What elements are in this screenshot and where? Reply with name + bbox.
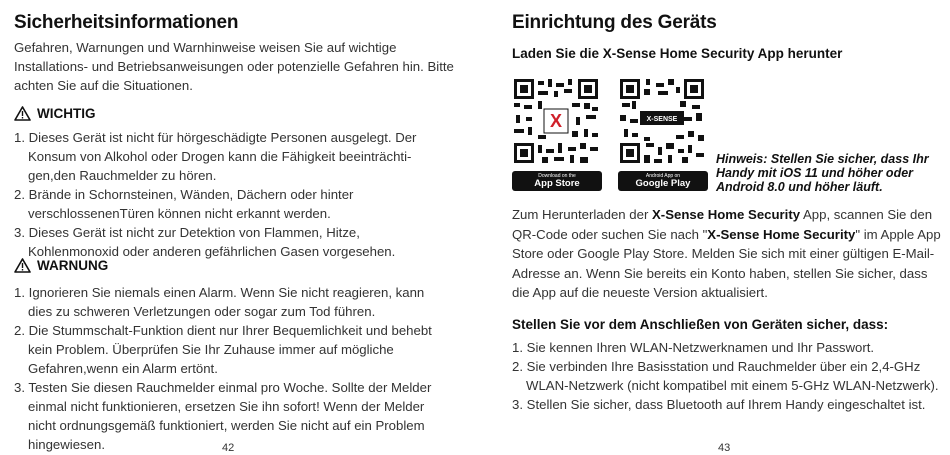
warning-triangle-icon [14,106,31,121]
download-paragraph: Zum Herunterladen der X-Sense Home Security App, scannen Sie den QR-Code oder suchen Sie nach "X-Sense Home Security" im Apple App Store oder Google Play Store. Melden Sie sich mit einer gültigen E-Mail-Adresse an. Wenn Sie bereits ein Konto haben, stellen Sie sicher, dass die App auf die neueste Version aktualisiert. [512,207,941,300]
list-item: 1. Sie kennen Ihren WLAN-Netzwerknamen und Ihr Passwort. [512,340,875,355]
list-item: 2. Sie verbinden Ihre Basisstation und Rauchmelder über ein 2,4-GHz WLAN-Netzwerk (nicht kompatibel mit einem 5-GHz WLAN-Netzwerk). [512,359,939,393]
important-list [14,128,446,261]
app-store-qr-block [512,77,600,191]
list-item: 2. Die Stummschalt-Funktion dient nur Ihrer Bequemlichkeit und behebt kein Problem. Überprüfen Sie Ihr Zuhause immer auf mögliche Gefahren,wenn ein Alarm ertönt. [14,323,432,376]
download-heading: Laden Sie die X-Sense Home Security App herunter [512,46,843,61]
page-number: 43 [718,442,731,454]
page-number: 42 [222,442,235,454]
app-name: X-Sense Home Security [652,207,801,222]
app-store-badge[interactable]: Download on the App Store [512,171,602,191]
google-play-badge[interactable]: Android App on Google Play [618,171,708,191]
os-hint: Hinweis: Stellen Sie sicher, dass Ihr Handy mit iOS 11 und höher oder Android 8.0 und höher läuft. [716,152,929,194]
right-page [480,0,950,455]
list-item: 1. Dieses Gerät ist nicht für hörgeschädigte Personen ausgelegt. Der Konsum von Alkohol oder Drogen kann die Fähigkeit beeinträchti-gen,den Rauchmelder zu hören. [14,130,417,183]
app-store-qr-code[interactable] [512,77,600,165]
list-item: 3. Testen Sie diesen Rauchmelder einmal pro Woche. Sollte der Melder einmal nicht funktionieren, ersetzen Sie ihn sofort! Wenn der Melder nicht ordnungsgemäß funktioniert, werden Sie nicht auf ein Problem hingewiesen. [14,380,432,452]
app-name: X-Sense Home Security [707,226,856,242]
list-item: 3. Dieses Gerät ist nicht zur Detektion von Flammen, Hitze, Kohlenmonoxid oder anderen gefährlichen Gasen vorgesehen. [14,225,396,259]
warning-heading [14,258,108,273]
qr-logo-text: X-SENSE [646,116,678,123]
important-heading-label: WICHTIG [37,106,96,121]
list-item: 1. Ignorieren Sie niemals einen Alarm. Wenn Sie nicht reagieren, kann dies zu schweren Verletzungen oder sogar zum Tod führen. [14,285,425,319]
connect-heading: Stellen Sie vor dem Anschließen von Geräten sicher, dass: [512,317,889,332]
important-heading [14,106,96,121]
warning-triangle-icon [14,258,31,273]
page-title: Sicherheitsinformationen [14,12,239,33]
google-play-qr-code[interactable] [618,77,706,165]
connect-list [512,338,950,414]
list-item: 2. Brände in Schornsteinen, Wänden, Dächern oder hinter verschlossenenTüren können nicht erkannt werden. [14,187,354,221]
warning-list [14,283,446,454]
page-title: Einrichtung des Geräts [512,12,717,33]
intro-text: Gefahren, Warnungen und Warnhinweise weisen Sie auf wichtige Installations- und Betriebsanweisungen oder potenzielle Gefahren hin. Bitte achten Sie auf die Situationen. [14,40,454,93]
svg-text:X: X [549,111,563,131]
warning-heading-label: WARNUNG [37,258,109,273]
google-play-qr-block [618,77,706,191]
list-item: 3. Stellen Sie sicher, dass Bluetooth auf Ihrem Handy eingeschaltet ist. [512,397,926,412]
left-page [0,0,470,455]
